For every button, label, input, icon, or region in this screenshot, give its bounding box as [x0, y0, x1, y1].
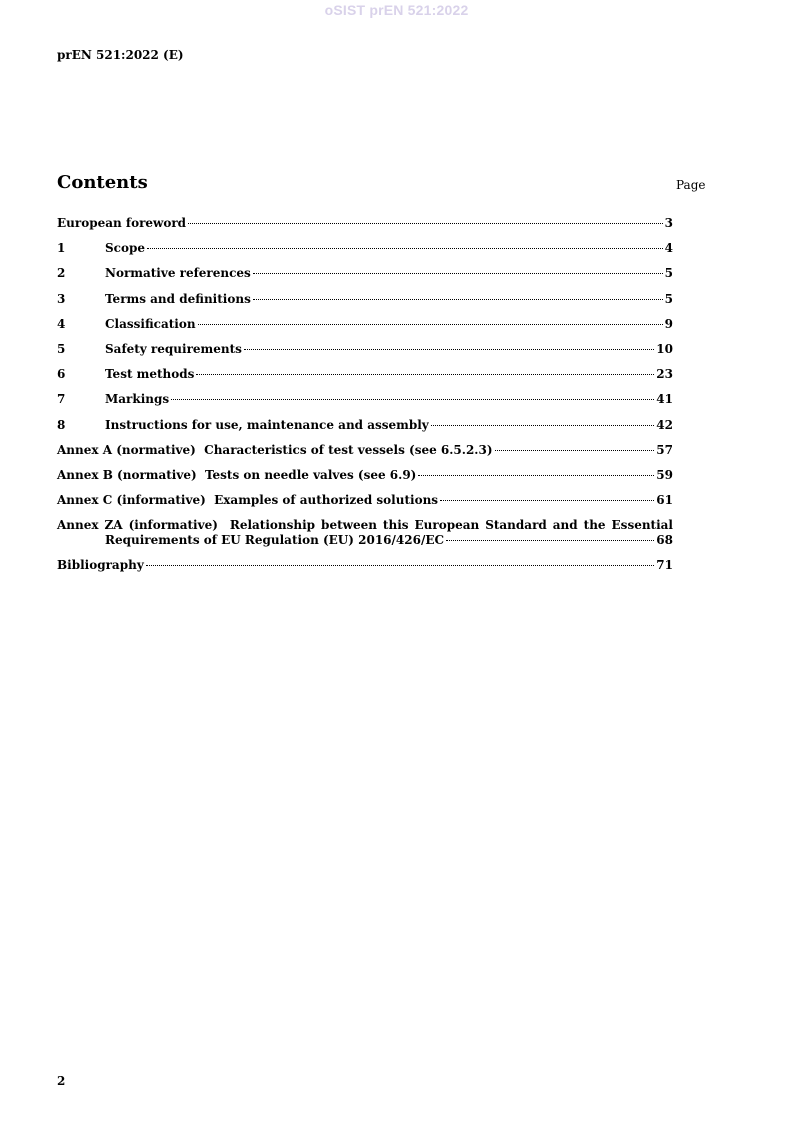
- toc-entry-page: 61: [656, 493, 673, 508]
- toc-entry-annex-za[interactable]: [57, 518, 673, 548]
- toc-leader-dots: [253, 299, 663, 300]
- page-column-heading: Page: [676, 178, 706, 192]
- toc-entry-title: Annex A (normative) Characteristics of test vessels (see 6.5.2.3): [57, 442, 493, 457]
- toc-entry-number: 2: [57, 266, 66, 281]
- toc-leader-dots: [244, 349, 654, 350]
- toc-leader-dots: [446, 540, 654, 541]
- toc-entry-title: Annex B (normative) Tests on needle valves (see 6.9): [57, 467, 417, 482]
- toc-entry-page: 57: [656, 442, 673, 457]
- toc-entry-test-methods[interactable]: [57, 367, 673, 392]
- toc-leader-dots: [495, 450, 655, 451]
- toc-entry-page: 5: [664, 266, 673, 281]
- toc-leader-dots: [171, 399, 654, 400]
- toc-entry-title: Instructions for use, maintenance and assembly: [105, 417, 429, 432]
- toc-entry-title-continuation: [57, 533, 673, 548]
- toc-entry-terms-and-definitions[interactable]: [57, 292, 673, 317]
- toc-entry-title: Annex ZA (informative) Relationship between this European Standard and the Essential: [57, 518, 673, 533]
- toc-entry-page: 4: [664, 241, 673, 256]
- toc-entry-instructions[interactable]: [57, 418, 673, 443]
- toc-entry-page: 5: [664, 291, 673, 306]
- toc-leader-dots: [196, 374, 654, 375]
- toc-entry-number: 3: [57, 291, 66, 306]
- footer-page-number: 2: [57, 1074, 66, 1088]
- toc-entry-page: 42: [656, 417, 673, 432]
- toc-entry-page: 41: [656, 392, 673, 407]
- toc-entry-markings[interactable]: [57, 392, 673, 417]
- toc-entry-page: 71: [656, 558, 673, 573]
- table-of-contents: [57, 216, 673, 583]
- toc-entry-page: 59: [656, 467, 673, 482]
- toc-entry-scope[interactable]: [57, 241, 673, 266]
- toc-entry-page: 23: [656, 367, 673, 382]
- toc-entry-annex-b[interactable]: [57, 468, 673, 493]
- toc-entry-title-line2: Requirements of EU Regulation (EU) 2016/426/EC: [105, 533, 445, 548]
- toc-entry-bibliography[interactable]: [57, 558, 673, 583]
- contents-heading: Contents: [57, 172, 148, 193]
- toc-entry-page: 68: [656, 533, 673, 548]
- toc-leader-dots: [431, 425, 655, 426]
- watermark: oSIST prEN 521:2022: [324, 2, 469, 18]
- toc-entry-annex-a[interactable]: [57, 443, 673, 468]
- toc-entry-title: Scope: [105, 241, 146, 256]
- toc-leader-dots: [253, 273, 663, 274]
- toc-entry-page: 9: [664, 316, 673, 331]
- toc-entry-page: 10: [656, 341, 673, 356]
- toc-leader-dots: [440, 500, 654, 501]
- toc-entry-title: European foreword: [57, 216, 187, 230]
- toc-entry-title: Markings: [105, 392, 170, 407]
- toc-entry-title: Bibliography: [57, 558, 144, 573]
- toc-entry-number: 8: [57, 417, 66, 432]
- document-id: prEN 521:2022 (E): [57, 48, 184, 62]
- toc-entry-annex-c[interactable]: [57, 493, 673, 518]
- toc-entry-title: Classification: [105, 316, 196, 331]
- toc-entry-safety-requirements[interactable]: [57, 342, 673, 367]
- toc-leader-dots: [147, 248, 663, 249]
- toc-entry-title: Safety requirements: [105, 341, 242, 356]
- toc-entry-classification[interactable]: [57, 317, 673, 342]
- toc-entry-title: Test methods: [105, 367, 195, 382]
- toc-entry-number: 4: [57, 316, 66, 331]
- toc-entry-number: 5: [57, 341, 66, 356]
- toc-entry-number: 6: [57, 367, 66, 382]
- toc-entry-number: 1: [57, 241, 66, 256]
- toc-entry-foreword[interactable]: [57, 216, 673, 241]
- toc-leader-dots: [418, 475, 654, 476]
- toc-leader-dots: [198, 324, 663, 325]
- toc-entry-title: Annex C (informative) Examples of authorized solutions: [57, 493, 439, 508]
- toc-leader-dots: [146, 565, 655, 566]
- toc-entry-title: Normative references: [105, 266, 251, 281]
- toc-leader-dots: [188, 223, 663, 224]
- toc-entry-number: 7: [57, 392, 66, 407]
- toc-entry-normative-references[interactable]: [57, 266, 673, 291]
- toc-entry-title: Terms and definitions: [105, 291, 251, 306]
- toc-entry-page: 3: [664, 216, 673, 230]
